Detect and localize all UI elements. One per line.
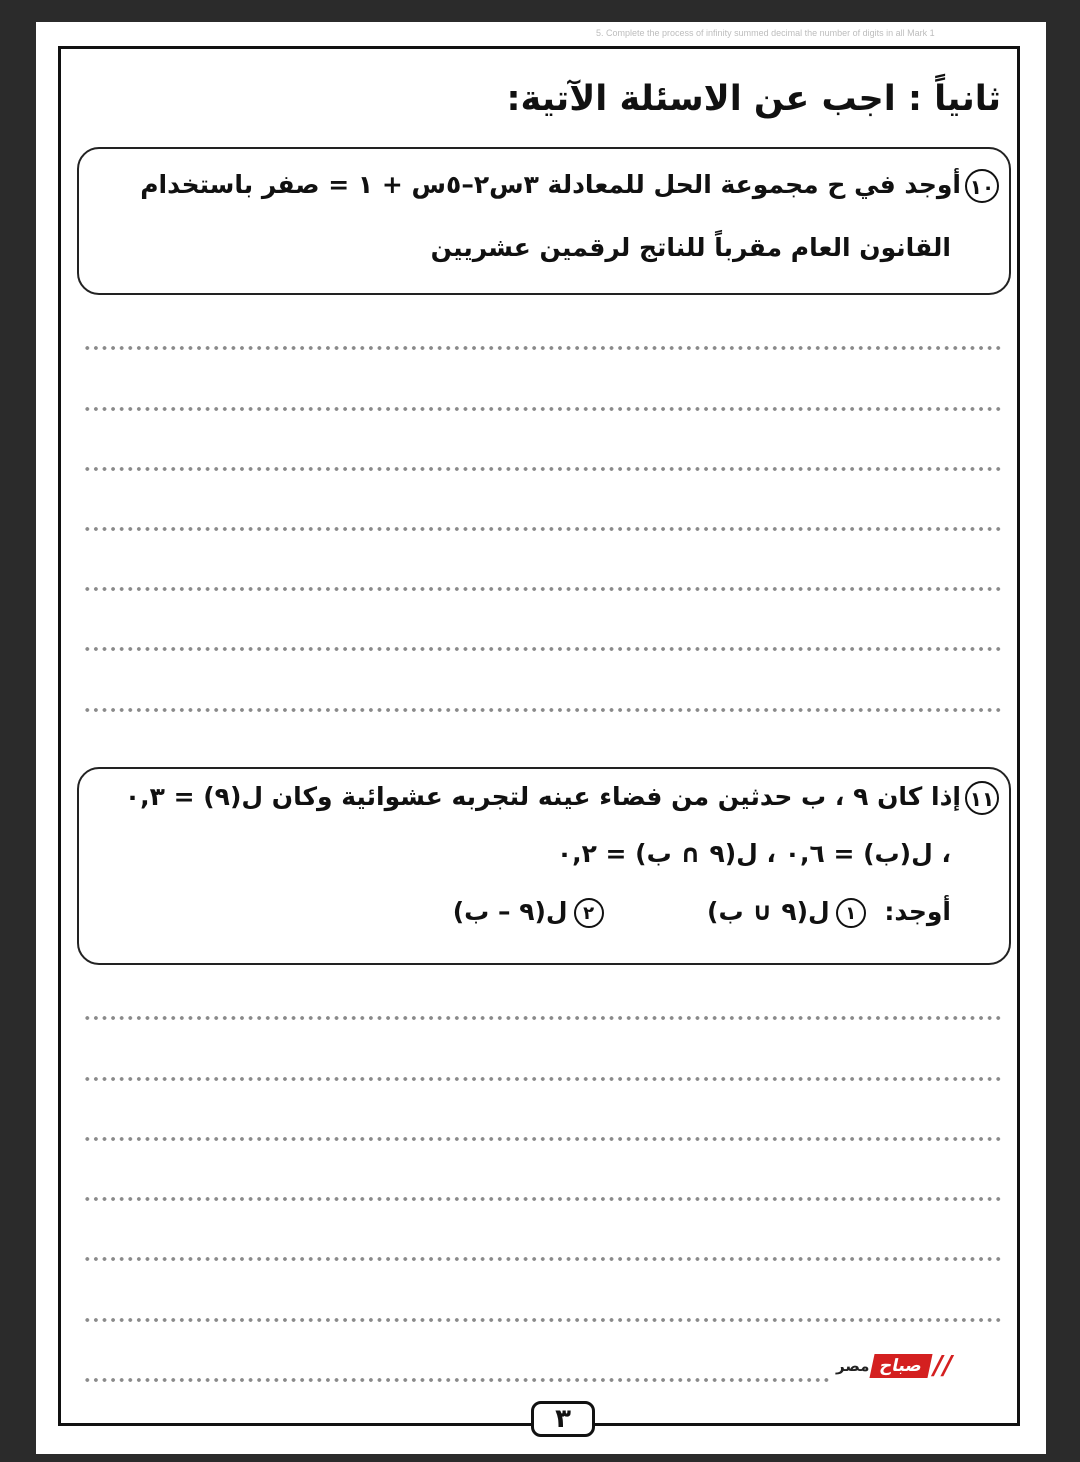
answer-line-2[interactable] [83, 406, 1003, 412]
answer-line-3[interactable] [83, 466, 1003, 472]
page-number: ٣ [531, 1401, 595, 1437]
answer-line-6[interactable] [83, 646, 1003, 652]
part-1-number: ١ [836, 898, 866, 928]
question-11-line-3 [87, 897, 951, 928]
answer-line-14[interactable] [83, 1377, 833, 1383]
answer-line-9[interactable] [83, 1076, 1003, 1082]
answer-line-5[interactable] [83, 586, 1003, 592]
worksheet-page [36, 22, 1046, 1454]
bleed-through-text: 5. Complete the process of infinity summed decimal the number of digits in all Mark 1 [596, 28, 935, 38]
logo-sub: مصر [836, 1357, 870, 1375]
page-frame [58, 46, 1020, 1434]
question-11-line-1 [87, 781, 999, 815]
watermark-logo [832, 1352, 956, 1380]
answer-line-12[interactable] [83, 1256, 1003, 1262]
answer-line-10[interactable] [83, 1136, 1003, 1142]
logo-slashes: // [933, 1351, 953, 1381]
answer-line-4[interactable] [83, 526, 1003, 532]
find-label: أوجد: [884, 897, 951, 926]
answer-line-8[interactable] [83, 1015, 1003, 1021]
part-2-text: ل(٩ – ب) [452, 897, 568, 926]
answer-line-13[interactable] [83, 1317, 1003, 1323]
question-10-text-1: أوجد في ح مجموعة الحل للمعادلة ٣س٢–٥س + ١ = صفر باستخدام [140, 170, 961, 199]
question-11-text-1: إذا كان ٩ ، ب حدثين من فضاء عينه لتجربه عشوائية وكان ل(٩) = ٠,٣ [124, 782, 961, 811]
answer-line-7[interactable] [83, 707, 1003, 713]
part-1-text: ل(٩ ∪ ب) [707, 897, 830, 926]
answer-line-1[interactable] [83, 345, 1003, 351]
answer-line-11[interactable] [83, 1196, 1003, 1202]
logo-brand: صباح [870, 1354, 933, 1378]
question-10-number: ١٠ [965, 169, 999, 203]
question-10-line-1 [87, 169, 999, 203]
question-11-line-2: ، ل(ب) = ٠,٦ ، ل(٩ ∩ ب) = ٠,٢ [556, 839, 951, 868]
part-2-number: ٢ [574, 898, 604, 928]
section-heading: ثانياً : اجب عن الاسئلة الآتية: [506, 79, 1001, 119]
question-10-line-2: القانون العام مقرباً للناتج لرقمين عشريين [430, 233, 951, 262]
question-11-number: ١١ [965, 781, 999, 815]
question-11-box [77, 767, 1011, 965]
question-10-box [77, 147, 1011, 295]
